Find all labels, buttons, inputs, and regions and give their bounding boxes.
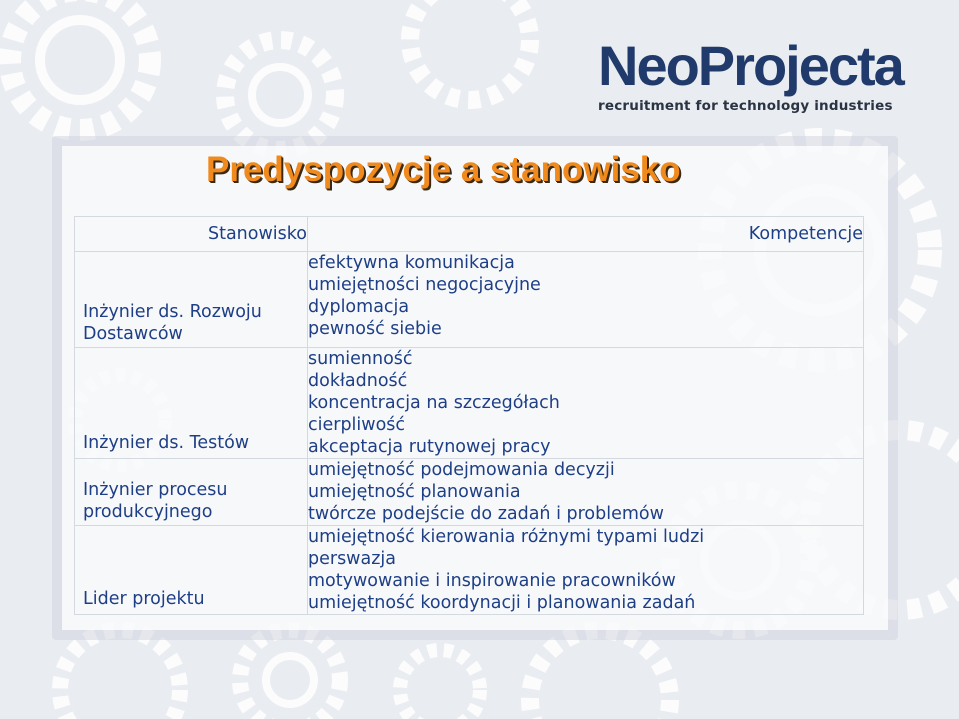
competency-cell xyxy=(308,459,864,526)
competency-table xyxy=(74,216,864,615)
competency-item: umiejętność kierowania różnymi typami ludzi xyxy=(308,527,705,547)
position-cell xyxy=(75,459,308,526)
competency-cell xyxy=(308,252,864,348)
position-name: Inżynier ds. Testów xyxy=(83,433,250,453)
position-cell xyxy=(75,252,308,348)
competency-item: umiejętność koordynacji i planowania zadań xyxy=(308,593,696,613)
competency-item: twórcze podejście do zadań i problemów xyxy=(308,504,664,524)
position-cell xyxy=(75,526,308,615)
competency-item: efektywna komunikacja xyxy=(308,253,515,273)
competency-item: perswazja xyxy=(308,549,396,569)
competency-cell xyxy=(308,526,864,615)
competency-item: dyplomacja xyxy=(308,297,410,317)
company-logo xyxy=(598,34,903,114)
competency-item: umiejętność planowania xyxy=(308,482,521,502)
competency-item: umiejętności negocjacyjne xyxy=(308,275,541,295)
table-header-row xyxy=(75,217,864,252)
slide-title: Predyspozycje a stanowisko xyxy=(206,150,681,189)
table-row xyxy=(75,252,864,348)
competency-cell xyxy=(308,348,864,459)
table-row xyxy=(75,348,864,459)
logo-tagline: recruitment for technology industries xyxy=(598,98,893,114)
competency-item: pewność siebie xyxy=(308,319,442,339)
position-name: Lider projektu xyxy=(83,589,205,609)
competency-item: akceptacja rutynowej pracy xyxy=(308,437,551,457)
position-cell xyxy=(75,348,308,459)
competency-item: sumienność xyxy=(308,349,413,369)
table-row xyxy=(75,459,864,526)
competency-item: dokładność xyxy=(308,371,408,391)
logo-wordmark: NeoProjecta xyxy=(598,34,903,97)
header-competencies: Kompetencje xyxy=(308,217,864,252)
competency-item: koncentracja na szczegółach xyxy=(308,393,560,413)
position-name: Inżynier ds. Rozwoju Dostawców xyxy=(83,302,262,344)
competency-item: cierpliwość xyxy=(308,415,406,435)
competency-item: motywowanie i inspirowanie pracowników xyxy=(308,571,676,591)
competency-item: umiejętność podejmowania decyzji xyxy=(308,460,615,480)
position-name: Inżynier procesu produkcyjnego xyxy=(83,480,228,522)
table-row xyxy=(75,526,864,615)
header-position: Stanowisko xyxy=(75,217,308,252)
